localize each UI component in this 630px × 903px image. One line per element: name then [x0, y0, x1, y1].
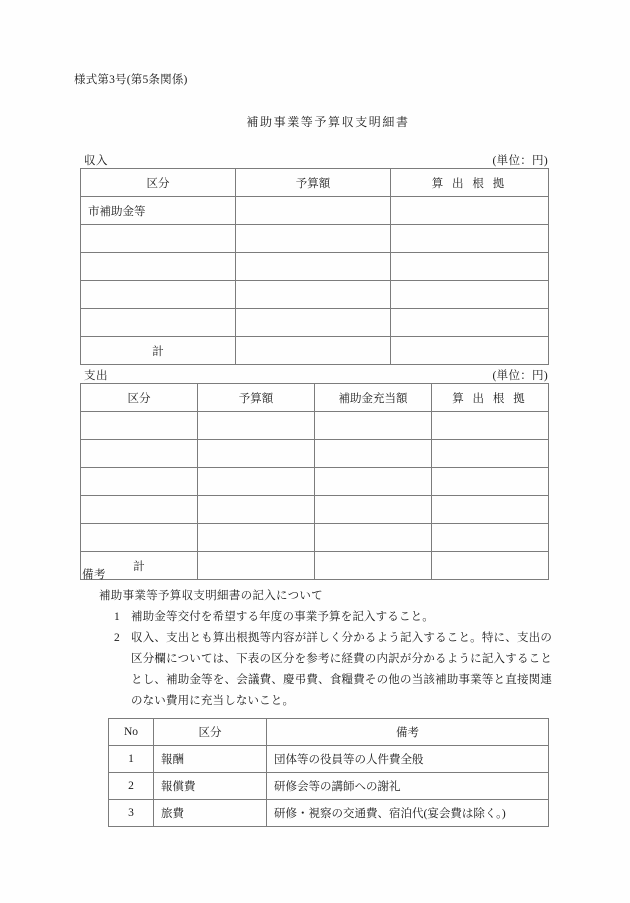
- table-row[interactable]: [81, 253, 549, 281]
- expense-cell-basis[interactable]: [432, 524, 549, 552]
- income-cell-basis[interactable]: [391, 197, 549, 225]
- expense-cell-subsidy[interactable]: [315, 412, 432, 440]
- income-cell-amount[interactable]: [236, 281, 391, 309]
- ref-cell-remark: 研修会等の講師への謝礼: [267, 773, 549, 800]
- income-cell-amount[interactable]: [236, 309, 391, 337]
- expense-section-header: [82, 367, 548, 383]
- column-header-kubun: 区分: [81, 384, 198, 412]
- expense-cell-basis[interactable]: [432, 468, 549, 496]
- income-table: [80, 168, 549, 365]
- table-row[interactable]: [81, 440, 549, 468]
- expense-cell-subsidy[interactable]: [315, 496, 432, 524]
- ref-cell-remark: 団体等の役員等の人件費全般: [267, 746, 549, 773]
- expense-cell-kubun[interactable]: [81, 496, 198, 524]
- expense-cell-amount[interactable]: [198, 524, 315, 552]
- expense-table: [80, 383, 549, 580]
- notes-heading: 備考: [82, 569, 106, 581]
- table-header-row: [109, 719, 549, 746]
- expense-cell-kubun[interactable]: [81, 468, 198, 496]
- table-header-row: [81, 169, 549, 197]
- expense-cell-kubun[interactable]: [81, 440, 198, 468]
- income-cell-amount[interactable]: [236, 225, 391, 253]
- expense-cell-kubun[interactable]: [81, 524, 198, 552]
- table-row: [109, 773, 549, 800]
- column-header-kubun: 区分: [81, 169, 236, 197]
- expense-cell-subsidy[interactable]: [315, 440, 432, 468]
- notes-item: [82, 607, 552, 628]
- ref-cell-category: 旅費: [154, 800, 267, 827]
- income-section-header: [82, 152, 548, 168]
- notes-item: [82, 628, 552, 712]
- notes-item-number: 2: [114, 632, 120, 644]
- expense-cell-kubun[interactable]: [81, 412, 198, 440]
- expense-cell-subsidy[interactable]: [315, 468, 432, 496]
- notes-item-text: 補助金等交付を希望する年度の事業予算を記入すること。: [131, 611, 434, 623]
- notes-section: [82, 565, 552, 712]
- expense-cell-basis[interactable]: [432, 496, 549, 524]
- income-total-label: 計: [81, 337, 236, 365]
- column-header-yosangaku: 予算額: [236, 169, 391, 197]
- table-row: [109, 800, 549, 827]
- income-cell-basis[interactable]: [391, 281, 549, 309]
- notes-subheading: 補助事業等予算収支明細書の記入について: [99, 590, 323, 602]
- income-total-row[interactable]: [81, 337, 549, 365]
- expense-cell-amount[interactable]: [198, 468, 315, 496]
- income-cell-kubun[interactable]: [81, 225, 236, 253]
- income-cell-amount[interactable]: [236, 253, 391, 281]
- expense-cell-amount[interactable]: [198, 412, 315, 440]
- expense-cell-basis[interactable]: [432, 412, 549, 440]
- column-header-hojokin-juto: 補助金充当額: [315, 384, 432, 412]
- column-header-sanshutsu-konkyo: 算 出 根 拠: [432, 384, 549, 412]
- table-row[interactable]: [81, 197, 549, 225]
- table-row[interactable]: [81, 496, 549, 524]
- table-header-row: [81, 384, 549, 412]
- notes-list: [82, 607, 552, 712]
- table-row[interactable]: [81, 225, 549, 253]
- column-header-bikou: 備考: [267, 719, 549, 746]
- income-section-label: 収入: [84, 155, 108, 167]
- expense-cell-basis[interactable]: [432, 440, 549, 468]
- ref-cell-no: 1: [109, 746, 154, 773]
- column-header-no: No: [109, 719, 154, 746]
- expense-cell-amount[interactable]: [198, 496, 315, 524]
- income-cell-amount[interactable]: [236, 197, 391, 225]
- income-unit-note: (単位：円): [492, 155, 548, 167]
- expense-section-label: 支出: [84, 370, 108, 382]
- ref-cell-category: 報酬: [154, 746, 267, 773]
- ref-cell-no: 3: [109, 800, 154, 827]
- notes-item-number: 1: [114, 611, 120, 623]
- income-total-amount[interactable]: [236, 337, 391, 365]
- income-total-basis[interactable]: [391, 337, 549, 365]
- expense-unit-note: (単位：円): [492, 370, 548, 382]
- income-cell-kubun[interactable]: [81, 253, 236, 281]
- notes-item-text: 収入、支出とも算出根拠等内容が詳しく分かるよう記入すること。特に、支出の区分欄については、下表の区分を参考に経費の内訳が分かるように記入することとし、補助金等を、会議費、慶弔費、食糧費その他の当該補助事業等と直接関連のない費用に充当しないこと。: [131, 632, 552, 707]
- income-cell-kubun[interactable]: 市補助金等: [81, 197, 236, 225]
- expense-cell-amount[interactable]: [198, 440, 315, 468]
- column-header-yosangaku: 予算額: [198, 384, 315, 412]
- expense-total-label: 計: [81, 552, 198, 580]
- expense-cell-subsidy[interactable]: [315, 524, 432, 552]
- expense-category-reference-table: [108, 718, 549, 827]
- ref-cell-remark: 研修・視察の交通費、宿泊代(宴会費は除く。): [267, 800, 549, 827]
- page-title: 補助事業等予算収支明細書: [246, 115, 410, 129]
- ref-cell-no: 2: [109, 773, 154, 800]
- income-cell-basis[interactable]: [391, 253, 549, 281]
- column-header-sanshutsu-konkyo: 算 出 根 拠: [391, 169, 549, 197]
- table-row[interactable]: [81, 468, 549, 496]
- income-cell-basis[interactable]: [391, 225, 549, 253]
- table-row[interactable]: [81, 309, 549, 337]
- form-number: 様式第3号(第5条関係): [74, 74, 188, 86]
- income-cell-basis[interactable]: [391, 309, 549, 337]
- income-cell-kubun[interactable]: [81, 309, 236, 337]
- table-row[interactable]: [81, 524, 549, 552]
- table-row[interactable]: [81, 281, 549, 309]
- ref-cell-category: 報償費: [154, 773, 267, 800]
- column-header-kubun: 区分: [154, 719, 267, 746]
- table-row[interactable]: [81, 412, 549, 440]
- table-row: [109, 746, 549, 773]
- income-cell-kubun[interactable]: [81, 281, 236, 309]
